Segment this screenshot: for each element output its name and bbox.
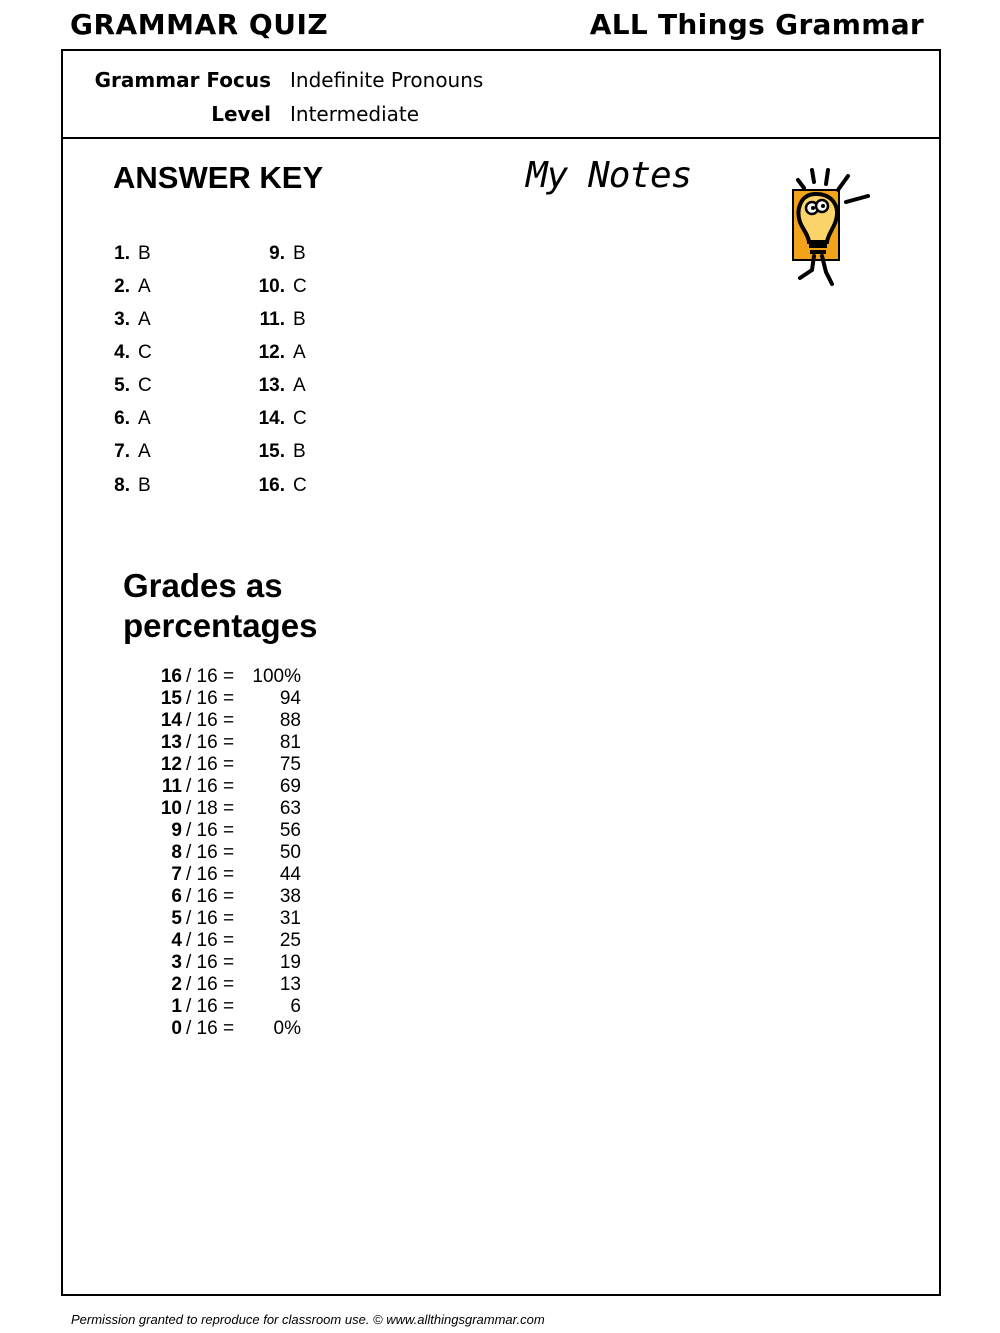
level-value: Intermediate	[290, 102, 420, 126]
notes-title: My Notes	[526, 155, 692, 196]
answer-item-5: 5. C	[114, 375, 152, 396]
quiz-title: GRAMMAR QUIZ	[70, 8, 329, 41]
answer-item-4: 4. C	[114, 342, 152, 363]
grade-row: 14 / 16 = 88	[160, 710, 301, 731]
grade-row: 11 / 16 = 69	[161, 776, 301, 797]
bulb-ray-3	[826, 170, 828, 184]
answer-item-16: 16. C	[258, 475, 307, 496]
answer-item-14: 14. C	[258, 408, 307, 429]
brand-title: ALL Things Grammar	[589, 8, 924, 41]
bulb-ray-1	[798, 180, 804, 188]
bulb-ray-2	[812, 170, 814, 182]
bulb-pupil-left	[811, 206, 815, 210]
grade-row: 0 / 16 = 0%	[171, 1018, 301, 1039]
grade-row: 9 / 16 = 56	[171, 820, 301, 841]
answer-item-1: 1. B	[114, 243, 151, 264]
bulb-ray-4	[838, 176, 848, 190]
answer-item-10: 10. C	[258, 276, 307, 297]
lightbulb-mascot-icon	[788, 160, 878, 290]
grade-row: 6 / 16 = 38	[171, 886, 301, 907]
grade-row: 10 / 18 = 63	[160, 798, 301, 819]
answer-item-6: 6. A	[114, 408, 151, 429]
grades-title	[123, 566, 317, 646]
grade-row: 16 / 16 = 100%	[160, 666, 301, 687]
answer-item-2: 2. A	[114, 276, 151, 297]
level-label: Level	[211, 102, 271, 126]
grade-row: 5 / 16 = 31	[171, 908, 301, 929]
answer-item-7: 7. A	[114, 441, 151, 462]
grade-row: 8 / 16 = 50	[171, 842, 301, 863]
answer-item-9: 9. B	[269, 243, 306, 264]
grades-title-line2: percentages	[123, 607, 318, 644]
answer-item-3: 3. A	[114, 309, 151, 330]
grade-row: 12 / 16 = 75	[160, 754, 301, 775]
grade-row: 3 / 16 = 19	[171, 952, 301, 973]
grade-row: 4 / 16 = 25	[171, 930, 301, 951]
answer-item-12: 12. A	[258, 342, 306, 363]
answer-item-13: 13. A	[258, 375, 306, 396]
answer-item-15: 15. B	[258, 441, 306, 462]
answer-item-11: 11. B	[259, 309, 306, 330]
answer-item-8: 8. B	[114, 475, 151, 496]
permission-footer: Permission granted to reproduce for classroom use. © www.allthingsgrammar.com	[71, 1312, 545, 1327]
grade-row: 13 / 16 = 81	[160, 732, 301, 753]
bulb-ray-5	[846, 196, 868, 202]
grade-row: 15 / 16 = 94	[160, 688, 301, 709]
grades-title-line1: Grades as	[123, 567, 283, 604]
grade-row: 1 / 16 = 6	[171, 996, 301, 1017]
grammar-focus-value: Indefinite Pronouns	[290, 68, 484, 92]
info-divider	[63, 137, 939, 139]
grade-row: 2 / 16 = 13	[171, 974, 301, 995]
bulb-pupil-right	[821, 204, 825, 208]
answer-key-title: ANSWER KEY	[113, 160, 324, 195]
grade-row: 7 / 16 = 44	[171, 864, 301, 885]
grammar-focus-label: Grammar Focus	[94, 68, 271, 92]
